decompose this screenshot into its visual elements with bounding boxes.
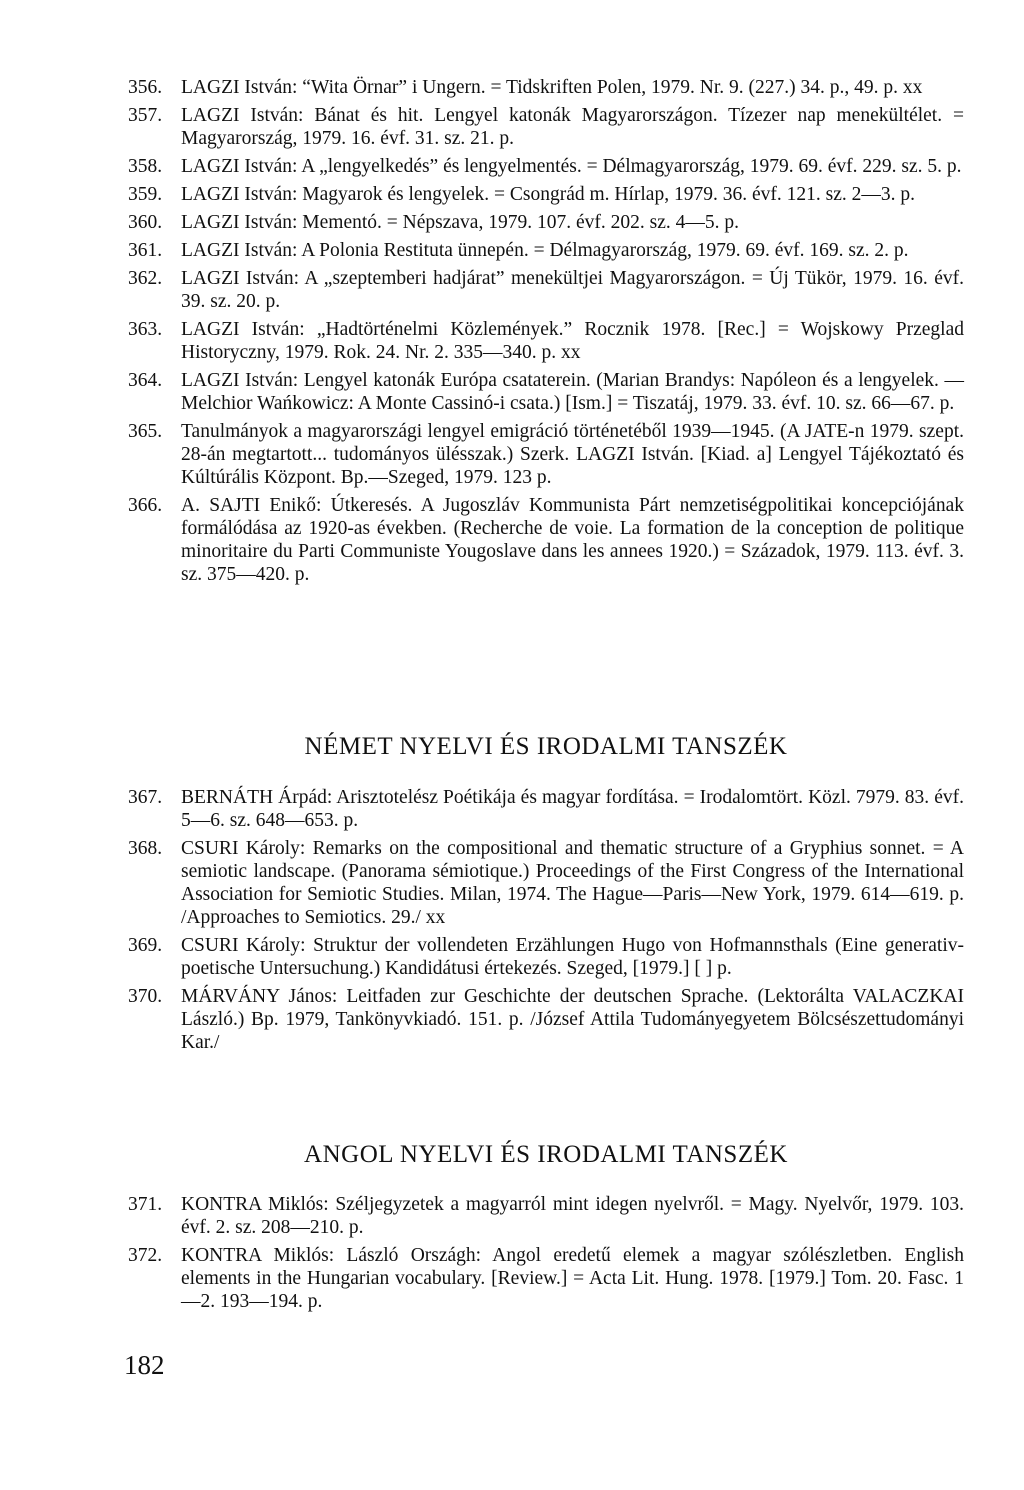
entry-number: 356. (128, 77, 163, 98)
entry-number: 363. (128, 319, 163, 340)
entry-text: Tanulmányok a magyarországi lengyel emigráció történetéből 1939—1945. (A JATE-n 1979. szept. 28-án megtartott... tudományos ülésszak.) Szerk. LAGZI István. [Kiad. a] Lengyel Tájékoztató és Kúltúrális Központ. Bp.—Szeged, 1979. 123 p. (181, 421, 964, 488)
entry-number: 366. (128, 495, 163, 516)
bibliography-entry (128, 267, 964, 313)
bibliography-entry (128, 155, 964, 178)
bibliography-entry (128, 318, 964, 364)
bibliography-entry (128, 786, 964, 832)
bibliography-entry (128, 211, 964, 234)
bibliography-entry (128, 183, 964, 206)
entry-number: 365. (128, 421, 163, 442)
entry-text: LAGZI István: “Wita Örnar” i Ungern. = Tidskriften Polen, 1979. Nr. 9. (227.) 34. p., 49. p. xx (181, 77, 923, 98)
entry-text: KONTRA Miklós: László Országh: Angol eredetű elemek a magyar szólészletben. English elements in the Hungarian vocabulary. [Review.] = Acta Lit. Hung. 1978. [1979.] Tom. 20. Fasc. 1—2. 193—194. p. (181, 1245, 964, 1312)
bibliography-entry (128, 494, 964, 586)
entry-number: 359. (128, 184, 163, 205)
bibliography-entry (128, 1193, 964, 1239)
entry-number: 371. (128, 1194, 163, 1215)
bibliography-entry (128, 934, 964, 980)
entry-number: 358. (128, 156, 163, 177)
entry-text: LAGZI István: Magyarok és lengyelek. = Csongrád m. Hírlap, 1979. 36. évf. 121. sz. 2—3. p. (181, 184, 915, 205)
entry-number: 364. (128, 370, 163, 391)
bibliography-list-english (128, 1193, 964, 1318)
entry-text: KONTRA Miklós: Széljegyzetek a magyarról mint idegen nyelvről. = Magy. Nyelvőr, 1979. 103. évf. 2. sz. 208—210. p. (181, 1194, 964, 1238)
entry-number: 361. (128, 240, 163, 261)
entry-text: LAGZI István: A „lengyelkedés” és lengyelmentés. = Délmagyarország, 1979. 69. évf. 229. sz. 5. p. (181, 156, 962, 177)
entry-text: LAGZI István: A „szeptemberi hadjárat” menekültjei Magyarországon. = Új Tükör, 1979. 16. évf. 39. sz. 20. p. (181, 268, 964, 312)
page-number: 182 (124, 1350, 165, 1380)
bibliography-entry (128, 837, 964, 929)
entry-text: LAGZI István: A Polonia Restituta ünnepén. = Délmagyarország, 1979. 69. évf. 169. sz. 2. p. (181, 240, 909, 261)
entry-number: 357. (128, 105, 163, 126)
entry-text: LAGZI István: Bánat és hit. Lengyel katonák Magyarországon. Tízezer nap menekültélet. = Magyarország, 1979. 16. évf. 31. sz. 21. p. (181, 105, 964, 149)
bibliography-entry (128, 239, 964, 262)
entry-text: MÁRVÁNY János: Leitfaden zur Geschichte der deutschen Sprache. (Lektorálta VALACZKAI László.) Bp. 1979, Tankönyvkiadó. 151. p. /József Attila Tudományegyetem Bölcsészettudományi Kar./ (181, 986, 964, 1053)
entry-text: BERNÁTH Árpád: Arisztotelész Poétikája és magyar fordítása. = Irodalomtört. Közl. 7979. 83. évf. 5—6. sz. 648—653. p. (181, 787, 964, 831)
entry-text: A. SAJTI Enikő: Útkeresés. A Jugoszláv Kommunista Párt nemzetiségpolitikai koncepciójának formálódása az 1920-as években. (Recherche de voie. La formation de la conception de politique minoritaire du Parti Communiste Yougoslave dans les annees 1920.) = Századok, 1979. 113. évf. 3. sz. 375—420. p. (181, 495, 964, 585)
bibliography-entry (128, 104, 964, 150)
entry-number: 368. (128, 838, 163, 859)
entry-number: 372. (128, 1245, 163, 1266)
entry-number: 369. (128, 935, 163, 956)
entry-number: 362. (128, 268, 163, 289)
entry-text: CSURI Károly: Remarks on the compositional and thematic structure of a Gryphius sonnet. = A semiotic landscape. (Panorama sémiotique.) Proceedings of the First Congress of the International Association for Semiotic Studies. Milan, 1974. The Hague—Paris—New York, 1979. 614—619. p. /Approaches to Semiotics. 29./ xx (181, 838, 964, 928)
entry-text: LAGZI István: Lengyel katonák Európa csataterein. (Marian Brandys: Napóleon és a lengyelek. — Melchior Wańkowicz: A Monte Cassinó-i csata.) [Ism.] = Tiszatáj, 1979. 33. évf. 10. sz. 66—67. p. (181, 370, 964, 414)
section-heading-german: NÉMET NYELVI ÉS IRODALMI TANSZÉK (304, 733, 788, 760)
entry-text: LAGZI István: Mementó. = Népszava, 1979. 107. évf. 202. sz. 4—5. p. (181, 212, 739, 233)
bibliography-entry (128, 985, 964, 1054)
entry-number: 360. (128, 212, 163, 233)
entry-number: 367. (128, 787, 163, 808)
bibliography-entry (128, 420, 964, 489)
entry-text: CSURI Károly: Struktur der vollendeten Erzählungen Hugo von Hofmannsthals (Eine generativ-poetische Untersuchung.) Kandidátusi értekezés. Szeged, [1979.] [ ] p. (181, 935, 964, 979)
bibliography-list-lagzi (128, 76, 964, 591)
bibliography-entry (128, 1244, 964, 1313)
entry-number: 370. (128, 986, 163, 1007)
entry-text: LAGZI István: „Hadtörténelmi Közlemények.” Rocznik 1978. [Rec.] = Wojskowy Przeglad Historyczny, 1979. Rok. 24. Nr. 2. 335—340. p. xx (181, 319, 964, 363)
bibliography-list-german (128, 786, 964, 1059)
section-heading-english: ANGOL NYELVI ÉS IRODALMI TANSZÉK (304, 1141, 788, 1168)
bibliography-entry (128, 369, 964, 415)
bibliography-entry (128, 76, 964, 99)
